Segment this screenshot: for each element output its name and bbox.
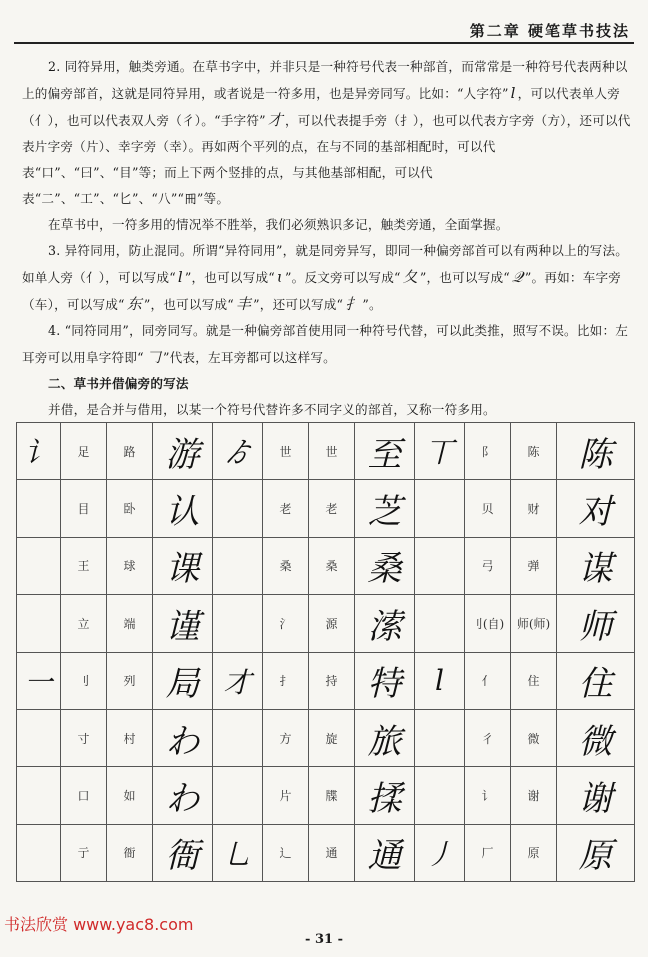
cursive-cell: 通 [355,824,415,881]
character-cell: 村 [107,709,153,766]
cursive-cell: 乚 [213,824,263,881]
cursive-cell: わ [153,709,213,766]
text-run: ”，也可以写成“ [184,270,275,285]
text-run: 二、草书并借偏旁的写法 [48,376,189,391]
cursive-glyph: ɩ [276,268,284,286]
cursive-cell: 特 [355,652,415,709]
text-run: ”，也可以写成“ [419,270,510,285]
character-cell: 氵 [263,595,309,652]
cursive-cell [17,595,61,652]
text-run: ”。再如：车字旁（车），可以写成“ [22,270,622,312]
text-run: 并借，是合并与借用，以某一个符号代替许多不同字义的部首，又称一符多用。 [48,402,496,417]
text-run: 3. 异符同用，防止混同。所谓“异符同用”，就是同旁异写，即同一种偏旁部首可以有两种以上的写法。如单人旁（亻），可以写成“ [22,243,629,285]
cursive-cell: 谨 [153,595,213,652]
table-row [17,709,635,766]
cursive-cell: 陈 [557,423,635,480]
text-run: ”，还可以写成“ [253,297,344,312]
character-cell: 刂(自) [465,595,511,652]
cursive-glyph: l [177,268,183,286]
character-cell: 弓 [465,537,511,594]
cursive-glyph: 才 [267,111,283,129]
character-cell: 片 [263,767,309,824]
character-cell: 老 [309,480,355,537]
cursive-cell [415,767,465,824]
cursive-cell: l [415,652,465,709]
character-cell: 衙 [107,824,153,881]
cursive-cell: 原 [557,824,635,881]
cursive-cell: 芝 [355,480,415,537]
radical-table [16,422,635,882]
paragraph [22,238,632,318]
cursive-cell: 住 [557,652,635,709]
character-cell: 讠 [465,767,511,824]
cursive-cell [17,480,61,537]
cursive-cell: 游 [153,423,213,480]
character-cell: 陈 [511,423,557,480]
section-heading [22,371,632,397]
cursive-cell: 至 [355,423,415,480]
character-cell: 原 [511,824,557,881]
cursive-cell: 微 [557,709,635,766]
character-cell: 目 [61,480,107,537]
text-run: ”代表，左耳旁都可以这样写。 [163,350,336,365]
character-cell: 寸 [61,709,107,766]
character-cell: 路 [107,423,153,480]
character-cell: 扌 [263,652,309,709]
text-run: ，可以代表单人旁（亻），也可以代表双人旁（彳）。“手字符” [22,86,621,128]
text-run: 在草书中，一符多用的情况举不胜举，我们必须熟识多记，触类旁通，全面掌握。 [48,217,509,232]
site-watermark: 书法欣赏 www.yac8.com [4,915,194,934]
cursive-cell: 对 [557,480,635,537]
character-cell: 财 [511,480,557,537]
cursive-cell: 丿 [415,824,465,881]
character-cell: 微 [511,709,557,766]
cursive-cell [415,480,465,537]
cursive-cell [17,767,61,824]
character-cell: 卧 [107,480,153,537]
text-run: ”。反文旁可以写成“ [285,270,401,285]
cursive-cell: 谋 [557,537,635,594]
character-cell: 旋 [309,709,355,766]
cursive-cell [17,709,61,766]
body-text [22,54,632,423]
character-cell: 世 [309,423,355,480]
character-cell: 住 [511,652,557,709]
cursive-cell [17,537,61,594]
character-cell: 厂 [465,824,511,881]
cursive-glyph: 夂 [402,268,418,286]
character-cell: 亍 [61,824,107,881]
character-cell: 辶 [263,824,309,881]
cursive-cell [213,480,263,537]
character-cell: 球 [107,537,153,594]
cursive-cell: 才 [213,652,263,709]
character-cell: 桑 [309,537,355,594]
character-cell: 口 [61,767,107,824]
table-row [17,767,635,824]
cursive-cell: ゟ [213,423,263,480]
text-run: ，可以代表提手旁（扌），也可以代表方字旁（方），还可以代表片字旁（片）、幸字旁（幸）。再如两个平列的点，在与不同的基部相配时，可以代表“口”、“曰”、“目”等；而上下两个竖排的点，与其他基部相配，可以代表“二”、“工”、“匕”、“八”“𠕁”等。 [22,113,631,206]
paragraph [22,212,632,238]
text-run: 2. 同符异用，触类旁通。在草书字中，并非只是一种符号代表一种部首，而常常是一种符号代表两种以上的偏旁部首，这就是同符异用，或者说是一符多用，也是异旁同写。比如：“人字符” [22,59,628,101]
paragraph [22,318,632,371]
cursive-cell: 局 [153,652,213,709]
cursive-glyph: 丰 [235,295,252,313]
cursive-cell: 认 [153,480,213,537]
header-rule [14,42,634,44]
cursive-glyph: 东 [126,295,142,313]
character-cell: 持 [309,652,355,709]
chapter-title: 第二章 硬笔草书技法 [469,22,630,40]
character-cell: 王 [61,537,107,594]
cursive-glyph: l [510,84,516,102]
cursive-cell [213,709,263,766]
cursive-cell: 谢 [557,767,635,824]
character-cell: 方 [263,709,309,766]
character-cell: 师(师) [511,595,557,652]
cursive-cell: 揉 [355,767,415,824]
character-cell: 刂 [61,652,107,709]
character-cell: 贝 [465,480,511,537]
cursive-cell: 衙 [153,824,213,881]
paragraph [22,54,632,212]
character-cell: 牒 [309,767,355,824]
table-row [17,423,635,480]
cursive-cell: わ [153,767,213,824]
character-cell: 通 [309,824,355,881]
cursive-cell: 丅 [415,423,465,480]
paragraph [22,397,632,423]
character-cell: 立 [61,595,107,652]
cursive-cell [213,767,263,824]
cursive-cell: 溹 [355,595,415,652]
character-cell: 如 [107,767,153,824]
character-cell: 弹 [511,537,557,594]
cursive-cell [415,537,465,594]
character-cell: 端 [107,595,153,652]
character-cell: 世 [263,423,309,480]
character-cell: 足 [61,423,107,480]
cursive-cell: 师 [557,595,635,652]
page-number: - 31 - [305,932,343,947]
character-cell: 彳 [465,709,511,766]
character-cell: 桑 [263,537,309,594]
text-run: 4. “同符同用”，同旁同写。就是一种偏旁部首使用同一种符号代替，可以此类推，照写不误。比如：左耳旁可以用阜字符即“ [22,323,629,365]
cursive-glyph: 扌 [345,295,361,313]
table-row [17,537,635,594]
cursive-cell: 一 [17,652,61,709]
character-cell: 阝 [465,423,511,480]
character-cell: 列 [107,652,153,709]
cursive-cell: 桑 [355,537,415,594]
table-row [17,652,635,709]
character-cell: 老 [263,480,309,537]
table-row [17,480,635,537]
character-cell: 源 [309,595,355,652]
cursive-cell [415,709,465,766]
text-run: ”，也可以写成“ [143,297,234,312]
cursive-cell [17,824,61,881]
text-run: ”。 [362,297,382,312]
cursive-cell [415,595,465,652]
character-cell: 谢 [511,767,557,824]
table-row [17,595,635,652]
cursive-cell [213,537,263,594]
character-cell: 亻 [465,652,511,709]
cursive-cell: 讠 [17,423,61,480]
cursive-cell: 课 [153,537,213,594]
page-header [0,0,648,40]
cursive-cell [213,595,263,652]
cursive-glyph: 𝒬 [511,268,523,286]
cursive-glyph: 𠃌 [145,348,161,366]
table-row [17,824,635,881]
cursive-cell: 旅 [355,709,415,766]
